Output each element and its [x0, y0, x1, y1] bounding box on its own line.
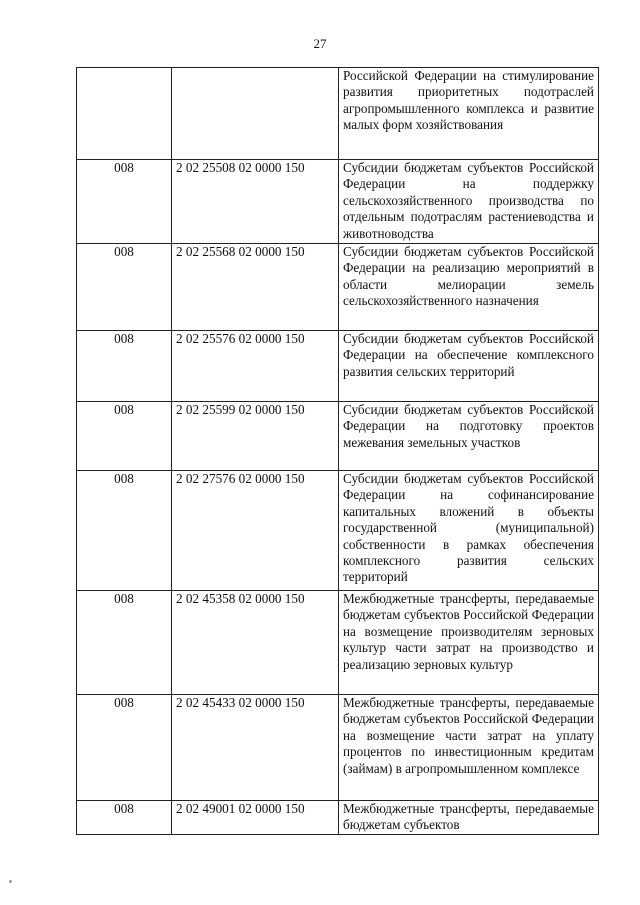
scan-speck — [9, 880, 12, 883]
table-row — [77, 68, 599, 160]
income-name-cell: Субсидии бюджетам субъектов Российской Федерации на обеспечение комплексного развития сельских территорий — [339, 331, 599, 402]
admin-code-cell: 008 — [77, 695, 172, 801]
table-row — [77, 160, 599, 244]
admin-code-cell — [77, 68, 172, 160]
budget-code-cell: 2 02 25599 02 0000 150 — [172, 402, 339, 471]
income-name-cell: Субсидии бюджетам субъектов Российской Федерации на реализацию мероприятий в области мелиорации земель сельскохозяйственного назначения — [339, 244, 599, 331]
budget-classification-table — [76, 67, 599, 835]
admin-code-cell: 008 — [77, 160, 172, 244]
income-name-cell: Межбюджетные трансферты, передаваемые бюджетам субъектов — [339, 801, 599, 835]
budget-code-cell: 2 02 45433 02 0000 150 — [172, 695, 339, 801]
budget-code-cell: 2 02 49001 02 0000 150 — [172, 801, 339, 835]
admin-code-cell: 008 — [77, 801, 172, 835]
table-row — [77, 695, 599, 801]
table-row — [77, 402, 599, 471]
budget-code-cell: 2 02 25508 02 0000 150 — [172, 160, 339, 244]
page-number: 27 — [313, 36, 327, 51]
table-row — [77, 591, 599, 695]
budget-code-cell: 2 02 45358 02 0000 150 — [172, 591, 339, 695]
income-name-cell: Субсидии бюджетам субъектов Российской Федерации на подготовку проектов межевания земельных участков — [339, 402, 599, 471]
income-name-cell: Российской Федерации на стимулирование развития приоритетных подотраслей агропромышленного комплекса и развитие малых форм хозяйствования — [339, 68, 599, 160]
budget-code-cell: 2 02 27576 02 0000 150 — [172, 471, 339, 591]
admin-code-cell: 008 — [77, 331, 172, 402]
table-row — [77, 244, 599, 331]
income-name-cell: Субсидии бюджетам субъектов Российской Федерации на поддержку сельскохозяйственного производства по отдельным подотраслям растениеводства и животноводства — [339, 160, 599, 244]
budget-code-cell — [172, 68, 339, 160]
admin-code-cell: 008 — [77, 244, 172, 331]
income-name-cell: Межбюджетные трансферты, передаваемые бюджетам субъектов Российской Федерации на возмещение части затрат на уплату процентов по инвестиционным кредитам (займам) в агропромышленном комплексе — [339, 695, 599, 801]
budget-code-cell: 2 02 25576 02 0000 150 — [172, 331, 339, 402]
table-row — [77, 801, 599, 835]
admin-code-cell: 008 — [77, 402, 172, 471]
admin-code-cell: 008 — [77, 471, 172, 591]
table-row — [77, 471, 599, 591]
income-name-cell: Субсидии бюджетам субъектов Российской Федерации на софинансирование капитальных вложений в объекты государственной (муниципальной) собственности в рамках обеспечения комплексного развития сельских территорий — [339, 471, 599, 591]
budget-code-cell: 2 02 25568 02 0000 150 — [172, 244, 339, 331]
income-name-cell: Межбюджетные трансферты, передаваемые бюджетам субъектов Российской Федерации на возмещение производителям зерновых культур части затрат на производство и реализацию зерновых культур — [339, 591, 599, 695]
admin-code-cell: 008 — [77, 591, 172, 695]
table-row — [77, 331, 599, 402]
